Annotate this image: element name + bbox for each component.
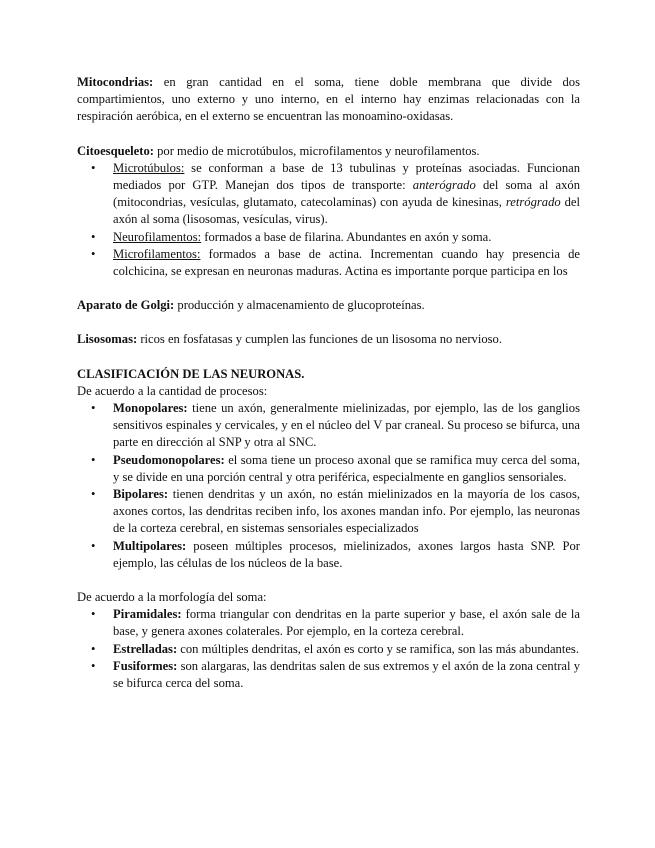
text: en gran cantidad en el soma, tiene doble membrana que divide dos compartimientos, uno externo y uno interno, en el interno hay enzimas relacionadas con la respiración aeróbica, en el externo se encuentran las monoamino-oxidasas. <box>77 75 580 124</box>
text: tiene un axón, generalmente mielinizadas, por ejemplo, las de los ganglios sensitivos espinales y cervicales, y en el núcleo del V par craneal. Su proceso se bifurca, una parte en dirección al SNP y otra al SNC. <box>113 401 580 450</box>
term: Microtúbulos: <box>113 160 185 175</box>
term: Multipolares: <box>113 538 187 553</box>
document-page <box>77 74 580 692</box>
text: ricos en fosfatasas y cumplen las funciones de un lisosoma no nervioso. <box>137 332 502 347</box>
bullet: • <box>91 452 96 467</box>
list-item <box>77 160 580 229</box>
text: formados a base de actina. Incrementan cuando hay presencia de colchicina, se expresan en neuronas maduras. Actina es importante porque participa en los <box>113 246 580 279</box>
text: producción y almacenamiento de glucoproteínas. <box>174 298 425 313</box>
list-item <box>77 229 580 246</box>
term: Citoesqueleto: <box>77 143 154 158</box>
bullet: • <box>91 658 96 673</box>
mitocondrias-paragraph <box>77 74 580 126</box>
soma-intro: De acuerdo a la morfología del soma: <box>77 590 267 605</box>
term: Piramidales: <box>113 607 182 622</box>
list-item <box>77 400 580 452</box>
list-item <box>77 658 580 692</box>
bullet: • <box>91 246 96 261</box>
term: Lisosomas: <box>77 332 138 347</box>
text: forma triangular con dendritas en la parte superior y base, el axón sale de la base, y genera axones colaterales. Por ejemplo, en la corteza cerebral. <box>113 607 580 639</box>
citoesqueleto-list <box>77 160 580 280</box>
list-item <box>77 538 580 572</box>
list-item <box>77 641 580 658</box>
soma-list <box>77 606 580 692</box>
procesos-intro: De acuerdo a la cantidad de procesos: <box>77 383 268 398</box>
text: con múltiples dendritas, el axón es corto y se ramifica, son las más abundantes. <box>177 641 579 656</box>
procesos-list <box>77 400 580 572</box>
golgi-paragraph <box>77 297 580 314</box>
list-item <box>77 486 580 538</box>
term: Microfilamentos: <box>113 246 201 261</box>
bullet: • <box>91 229 96 244</box>
emphasis: anterógrado <box>412 178 476 193</box>
citoesqueleto-paragraph <box>77 143 580 160</box>
text: se conforman a base de 13 tubulinas y proteínas asociadas. Funcionan mediados por GTP. Manejan dos tipos de transporte: <box>113 160 580 193</box>
text: tienen dendritas y un axón, no están mielinizados en la mayoría de los casos, axones cortos, las dendritas reciben info, los axones mandan info. Por ejemplo, las neuronas de la corteza cerebral, en sistemas sensoriales especializados <box>113 487 580 536</box>
bullet: • <box>91 641 96 656</box>
list-item <box>77 606 580 640</box>
bullet: • <box>91 607 96 622</box>
list-item <box>77 452 580 486</box>
term: Estrelladas: <box>113 641 178 656</box>
text: del axón al soma (lisosomas, vesículas, virus). <box>113 195 580 227</box>
text: formados a base de filarina. Abundantes en axón y soma. <box>201 229 492 244</box>
term: Fusiformes: <box>113 658 178 673</box>
term: Bipolares: <box>113 487 169 502</box>
lisosomas-paragraph <box>77 331 580 348</box>
bullet: • <box>91 538 96 553</box>
term: Neurofilamentos: <box>113 229 202 244</box>
term: Monopolares: <box>113 401 188 416</box>
text: son alargaras, las dendritas salen de sus extremos y el axón de la zona central y se bifurca cerca del soma. <box>113 658 580 691</box>
text: por medio de microtúbulos, microfilamentos y neurofilamentos. <box>153 143 480 158</box>
bullet: • <box>91 487 96 502</box>
text: poseen múltiples procesos, mielinizados, axones largos hasta SNP. Por ejemplo, las células de los núcleos de la base. <box>113 538 580 570</box>
emphasis: retrógrado <box>505 195 561 210</box>
bullet: • <box>91 401 96 416</box>
term: Aparato de Golgi: <box>77 298 175 313</box>
term: Mitocondrias: <box>77 75 154 89</box>
section-heading: CLASIFICACIÓN DE LAS NEURONAS. <box>77 366 305 381</box>
text: el soma tiene un proceso axonal que se ramifica muy cerca del soma, y se divide en una porción central y otra periférica, especialmente en ganglios sensoriales. <box>113 452 580 484</box>
term: Pseudomonopolares: <box>113 452 225 467</box>
text: del soma al axón (mitocondrias, vesículas, glutamato, catecolaminas) con ayuda de kinesinas, <box>113 178 581 210</box>
list-item <box>77 246 580 280</box>
bullet: • <box>91 160 96 175</box>
